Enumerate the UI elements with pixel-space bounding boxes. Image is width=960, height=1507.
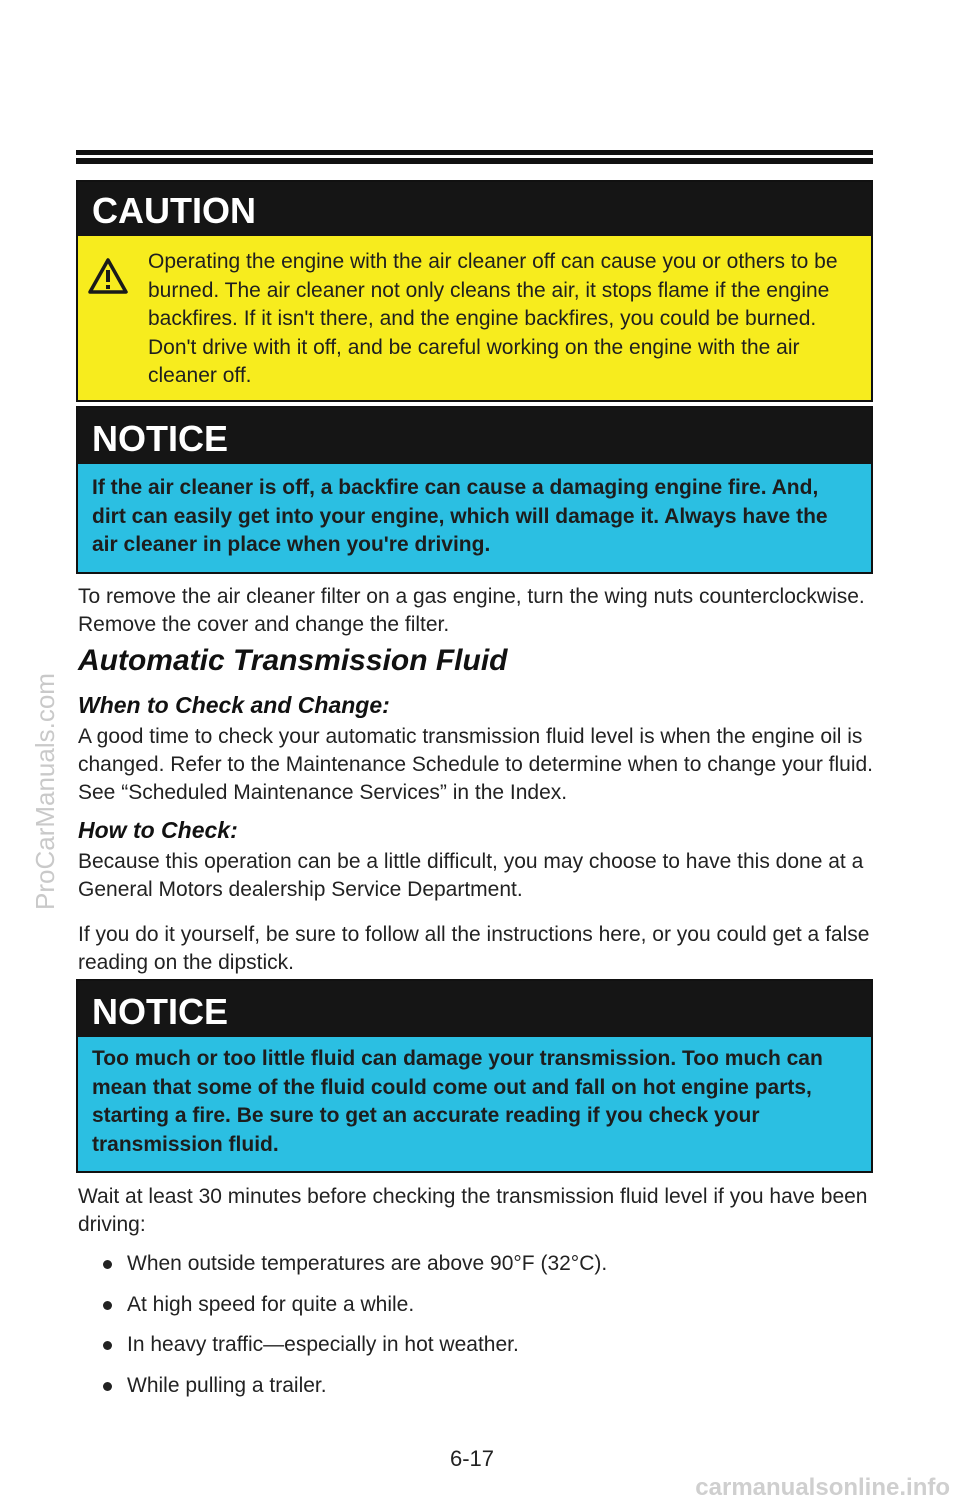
notice-text: Too much or too little fluid can damage your transmission. Too much can mean that some of the fluid could come out and fall on hot engine parts, starting a fire. Be sure to get an accurate reading if you check your transmission fluid. — [78, 1037, 871, 1171]
side-watermark: ProCarManuals.com — [30, 673, 60, 910]
notice-box-transmission — [76, 979, 873, 1173]
caution-text: Operating the engine with the air cleaner off can cause you or others to be burned. The air cleaner not only cleans the air, it stops flame if the engine backfires. If it isn't there, and the engine backfires, you could be burned. Don't drive with it off, and be careful working on the engine with the air cleaner off. — [148, 250, 838, 387]
when-to-check-text: A good time to check your automatic transmission fluid level is when the engine oil is changed. Refer to the Maintenance Schedule to determine when to change your fluid. See “Scheduled Maintenance Services” in the Index. — [78, 725, 874, 804]
caution-body — [78, 236, 871, 400]
top-rule — [76, 150, 873, 164]
warning-triangle-icon — [88, 258, 128, 294]
list-item: At high speed for quite a while. — [100, 1291, 607, 1332]
caution-box — [76, 180, 873, 402]
page-number: 6-17 — [450, 1446, 495, 1471]
section-title: Automatic Transmission Fluid — [78, 644, 508, 677]
list-item: When outside temperatures are above 90°F (32°C). — [100, 1250, 607, 1291]
caution-heading: CAUTION — [78, 182, 871, 236]
how-to-check-text-2: If you do it yourself, be sure to follow all the instructions here, or you could get a false reading on the dipstick. — [78, 923, 870, 974]
paragraph-remove-filter: To remove the air cleaner filter on a gas engine, turn the wing nuts counterclockwise. Remove the cover and change the filter. — [78, 585, 865, 636]
bullet-list — [100, 1250, 607, 1412]
list-item: In heavy traffic—especially in hot weather. — [100, 1331, 607, 1372]
wait-text: Wait at least 30 minutes before checking the transmission fluid level if you have been driving: — [78, 1185, 868, 1236]
how-to-check-heading: How to Check: — [78, 817, 238, 843]
how-to-check-text-1: Because this operation can be a little difficult, you may choose to have this done at a General Motors dealership Service Department. — [78, 850, 864, 901]
notice-heading: NOTICE — [78, 981, 871, 1037]
notice-text: If the air cleaner is off, a backfire can cause a damaging engine fire. And, dirt can easily get into your engine, which will damage it. Always have the air cleaner in place when you're driving. — [78, 464, 871, 572]
when-to-check-heading: When to Check and Change: — [78, 692, 390, 718]
bottom-watermark: carmanualsonline.info — [695, 1474, 950, 1501]
notice-box-air-cleaner — [76, 406, 873, 574]
notice-heading: NOTICE — [78, 408, 871, 464]
list-item: While pulling a trailer. — [100, 1372, 607, 1413]
